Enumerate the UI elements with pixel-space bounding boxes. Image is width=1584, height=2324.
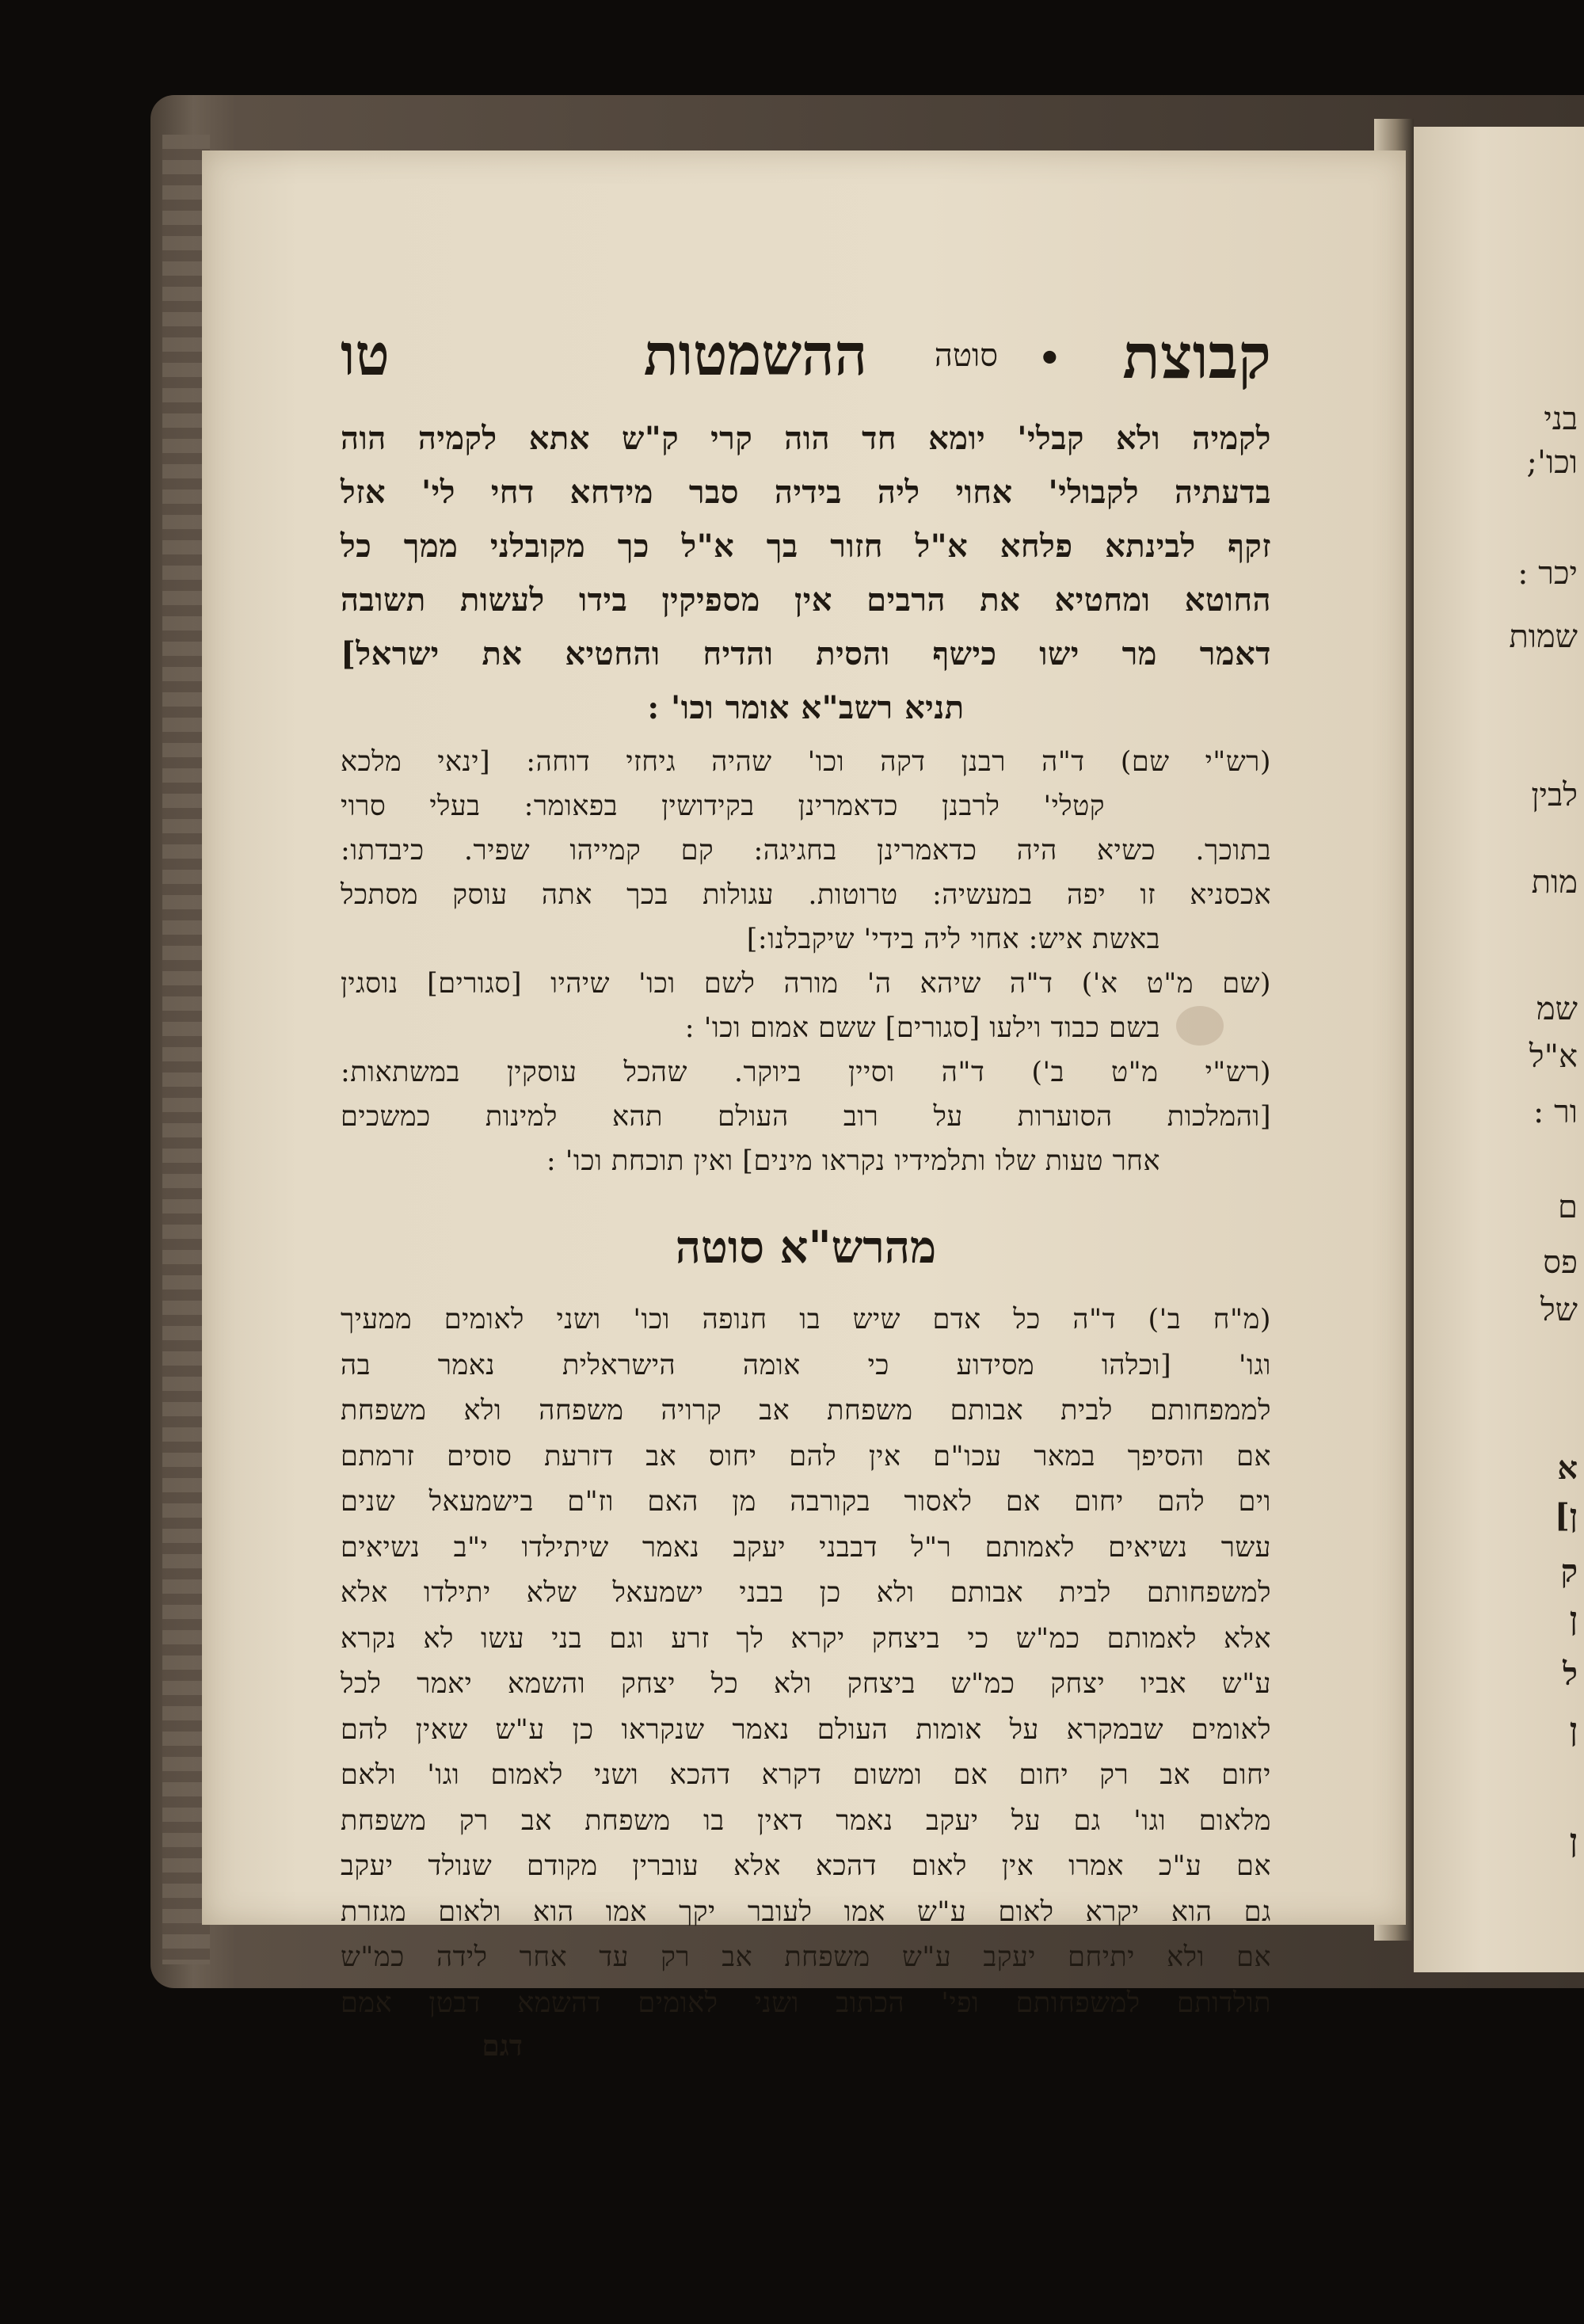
rashi-line: (רש"י שם) ד"ה רבנן דקה וכו' שהיה גיחזי דוחה: [ינאי מלכא [341,746,1271,778]
facing-text: ל [1563,1655,1578,1693]
facing-text: ק [1560,1553,1578,1590]
facing-text: וכו'; [1526,444,1578,481]
text-line: דאמר מר ישו כישף והסית והדיח והחטיא את ישראל] [341,635,1271,672]
maharsha-line: גם הוא יקרא לאום ע"ש אמו לעובר יקך אמו הוא ולאום מגזרת [341,1895,1271,1928]
facing-text: ם [1558,1189,1578,1225]
maharsha-line: יחום אב רק יחום אם ומשום דקרא דהכא ושני לאמום וגו' ולאם [341,1759,1271,1791]
catchword: דגם [482,2029,523,2063]
rashi-line: בשם כבוד וילעו [סגורים] ששם אמום וכו' : [684,1012,1160,1044]
maharsha-line: לממפחותם לבית אבותם משפחת אב קרויה משפחה ולא משפחת [341,1395,1271,1427]
maharsha-line: מלאום וגו' גם על יעקב נאמר דאין בו משפחת אב רק משפחת [341,1804,1271,1837]
maharsha-line: (מ"ח ב') ד"ה כל אדם שיש בו חנופה וכו' ושני לאומים ממעיך [341,1304,1271,1335]
facing-text: א"ל [1529,1038,1578,1075]
text-line: החוטא ומחטיא את הרבים אין מספיקין בידו לעשות תשובה [341,581,1271,619]
rashi-line: קטלי' לרבנן כדאמרינן בקידושין בפאומר: בעלי סרוי [341,791,1105,822]
rashi-block [341,740,1271,1183]
facing-text: לבין [1531,777,1578,813]
text-line: בדעתיה לקבולי' אחוי ליה בידיה סבר מידחא דחי לי' אזל [341,474,1271,511]
facing-text: שמ [1536,991,1578,1027]
facing-text: ור : [1533,1094,1578,1130]
rashi-line: (רש"י מ"ט ב') ד"ה וסיין ביוקר. שהכל עוסקין במשתאות: [341,1057,1271,1088]
maharsha-line: אם ע"כ אמרו אין לאום דהכא אלא עוברין מקודם שנולד יעקב [341,1850,1271,1882]
maharsha-line: למשפחותם לבית אבותם ולא כן בבני ישמעאל שלא יתילדו אלא [341,1577,1271,1609]
text-line: לקמיה ולא קבלי' יומא חד הוה קרי ק"ש אתא לקמיה הוה [341,420,1271,457]
rashi-line: אכסניא זו יפה במעשיה: טרוטות. עגולות בכך אתה עוסק מסתכל [341,879,1271,911]
maharsha-line: אלא לאמותם כמ"ש כי ביצחק יקרא לך זרע וגם בני עשו לא נקרא [341,1622,1271,1655]
maharsha-line: אם והסיפך במאר עכו"ם אין להם יחוס אב דזרעת סוסים זרמתם [341,1440,1271,1473]
text-line: זקף לבינתא פלחא א"ל חזור בך א"ל כך מקובלני ממך כל [341,528,1271,565]
maharsha-line: ע"ש אביו יצחק כמ"ש ביצחק ולא כל יצחק והשמא יאמר לכל [341,1668,1271,1700]
facing-text: ן [1569,1600,1578,1637]
facing-text: שמות [1509,619,1578,655]
maharsha-line: וגו' [וכלהו מסידוע כי אומה הישראלית נאמר בה [341,1349,1271,1381]
running-header [341,313,1271,412]
main-text-block [341,412,1271,735]
rashi-line: אחר טעות שלו ותלמידיו נקראו מינים] ואין תוכחת וכו' : [546,1145,1160,1177]
page-content [341,313,1271,2063]
facing-text: מות [1531,864,1578,901]
header-collection: קבוצת [1122,321,1271,393]
facing-page [1414,127,1584,1972]
facing-text: יכר : [1517,555,1578,592]
section-title: מהרש"א סוטה [675,1221,937,1274]
rashi-line: [והמלכות הסוערות על רוב העולם תהא למינות כמשכים [341,1101,1271,1133]
page-number: טו [341,321,390,388]
facing-text: א [1557,1450,1578,1487]
maharsha-line: וים להם יחום אם לאסור בקורבה מן האם וז"ם בישמעאל שנים [341,1486,1271,1518]
facing-text: ן [1569,1711,1578,1748]
maharsha-line: עשר נשיאים לאמותם ר"ל דבבני יעקב נאמר שיתילדו י"ב נשיאים [341,1531,1271,1564]
text-line: תניא רשב"א אומר וכו' : [647,689,965,726]
facing-text: ן] [1554,1497,1578,1534]
facing-text: ן [1569,1822,1578,1859]
header-tractate: סוטה [934,337,998,374]
maharsha-line: אם ולא יתיחם יעקב ע"ש משפחת אב רק עד אחר לידה כמ"ש [341,1941,1271,1973]
maharsha-block [341,1297,1271,2026]
rashi-line: בתוכך. כשיא היה כדאמרינן בחגיגה: קם קמייהו שפיר. כיבדתו: [341,835,1271,867]
facing-text: פס [1543,1244,1578,1281]
header-title: ההשמטות [643,321,867,388]
maharsha-line: לאומים שבמקרא על אומות העולם נאמר שנקראו כן ע"ש שאין להם [341,1713,1271,1746]
rashi-line: (שם מ"ט א') ד"ה שיהא ה' מורה לשם וכו' שיהיו [סגורים] נוסגין [341,968,1271,1000]
facing-text: של [1540,1292,1578,1328]
facing-text: בני [1544,401,1578,437]
header-bullet: • [1038,337,1061,379]
rashi-line: באשת איש: אחוי ליה בידי' שיקבלנו:] [746,924,1160,955]
maharsha-line: תולדותם למשפחותם ופי' הכתוב ושני לאומים דהשמא דבטן אמם [341,1987,1271,2019]
